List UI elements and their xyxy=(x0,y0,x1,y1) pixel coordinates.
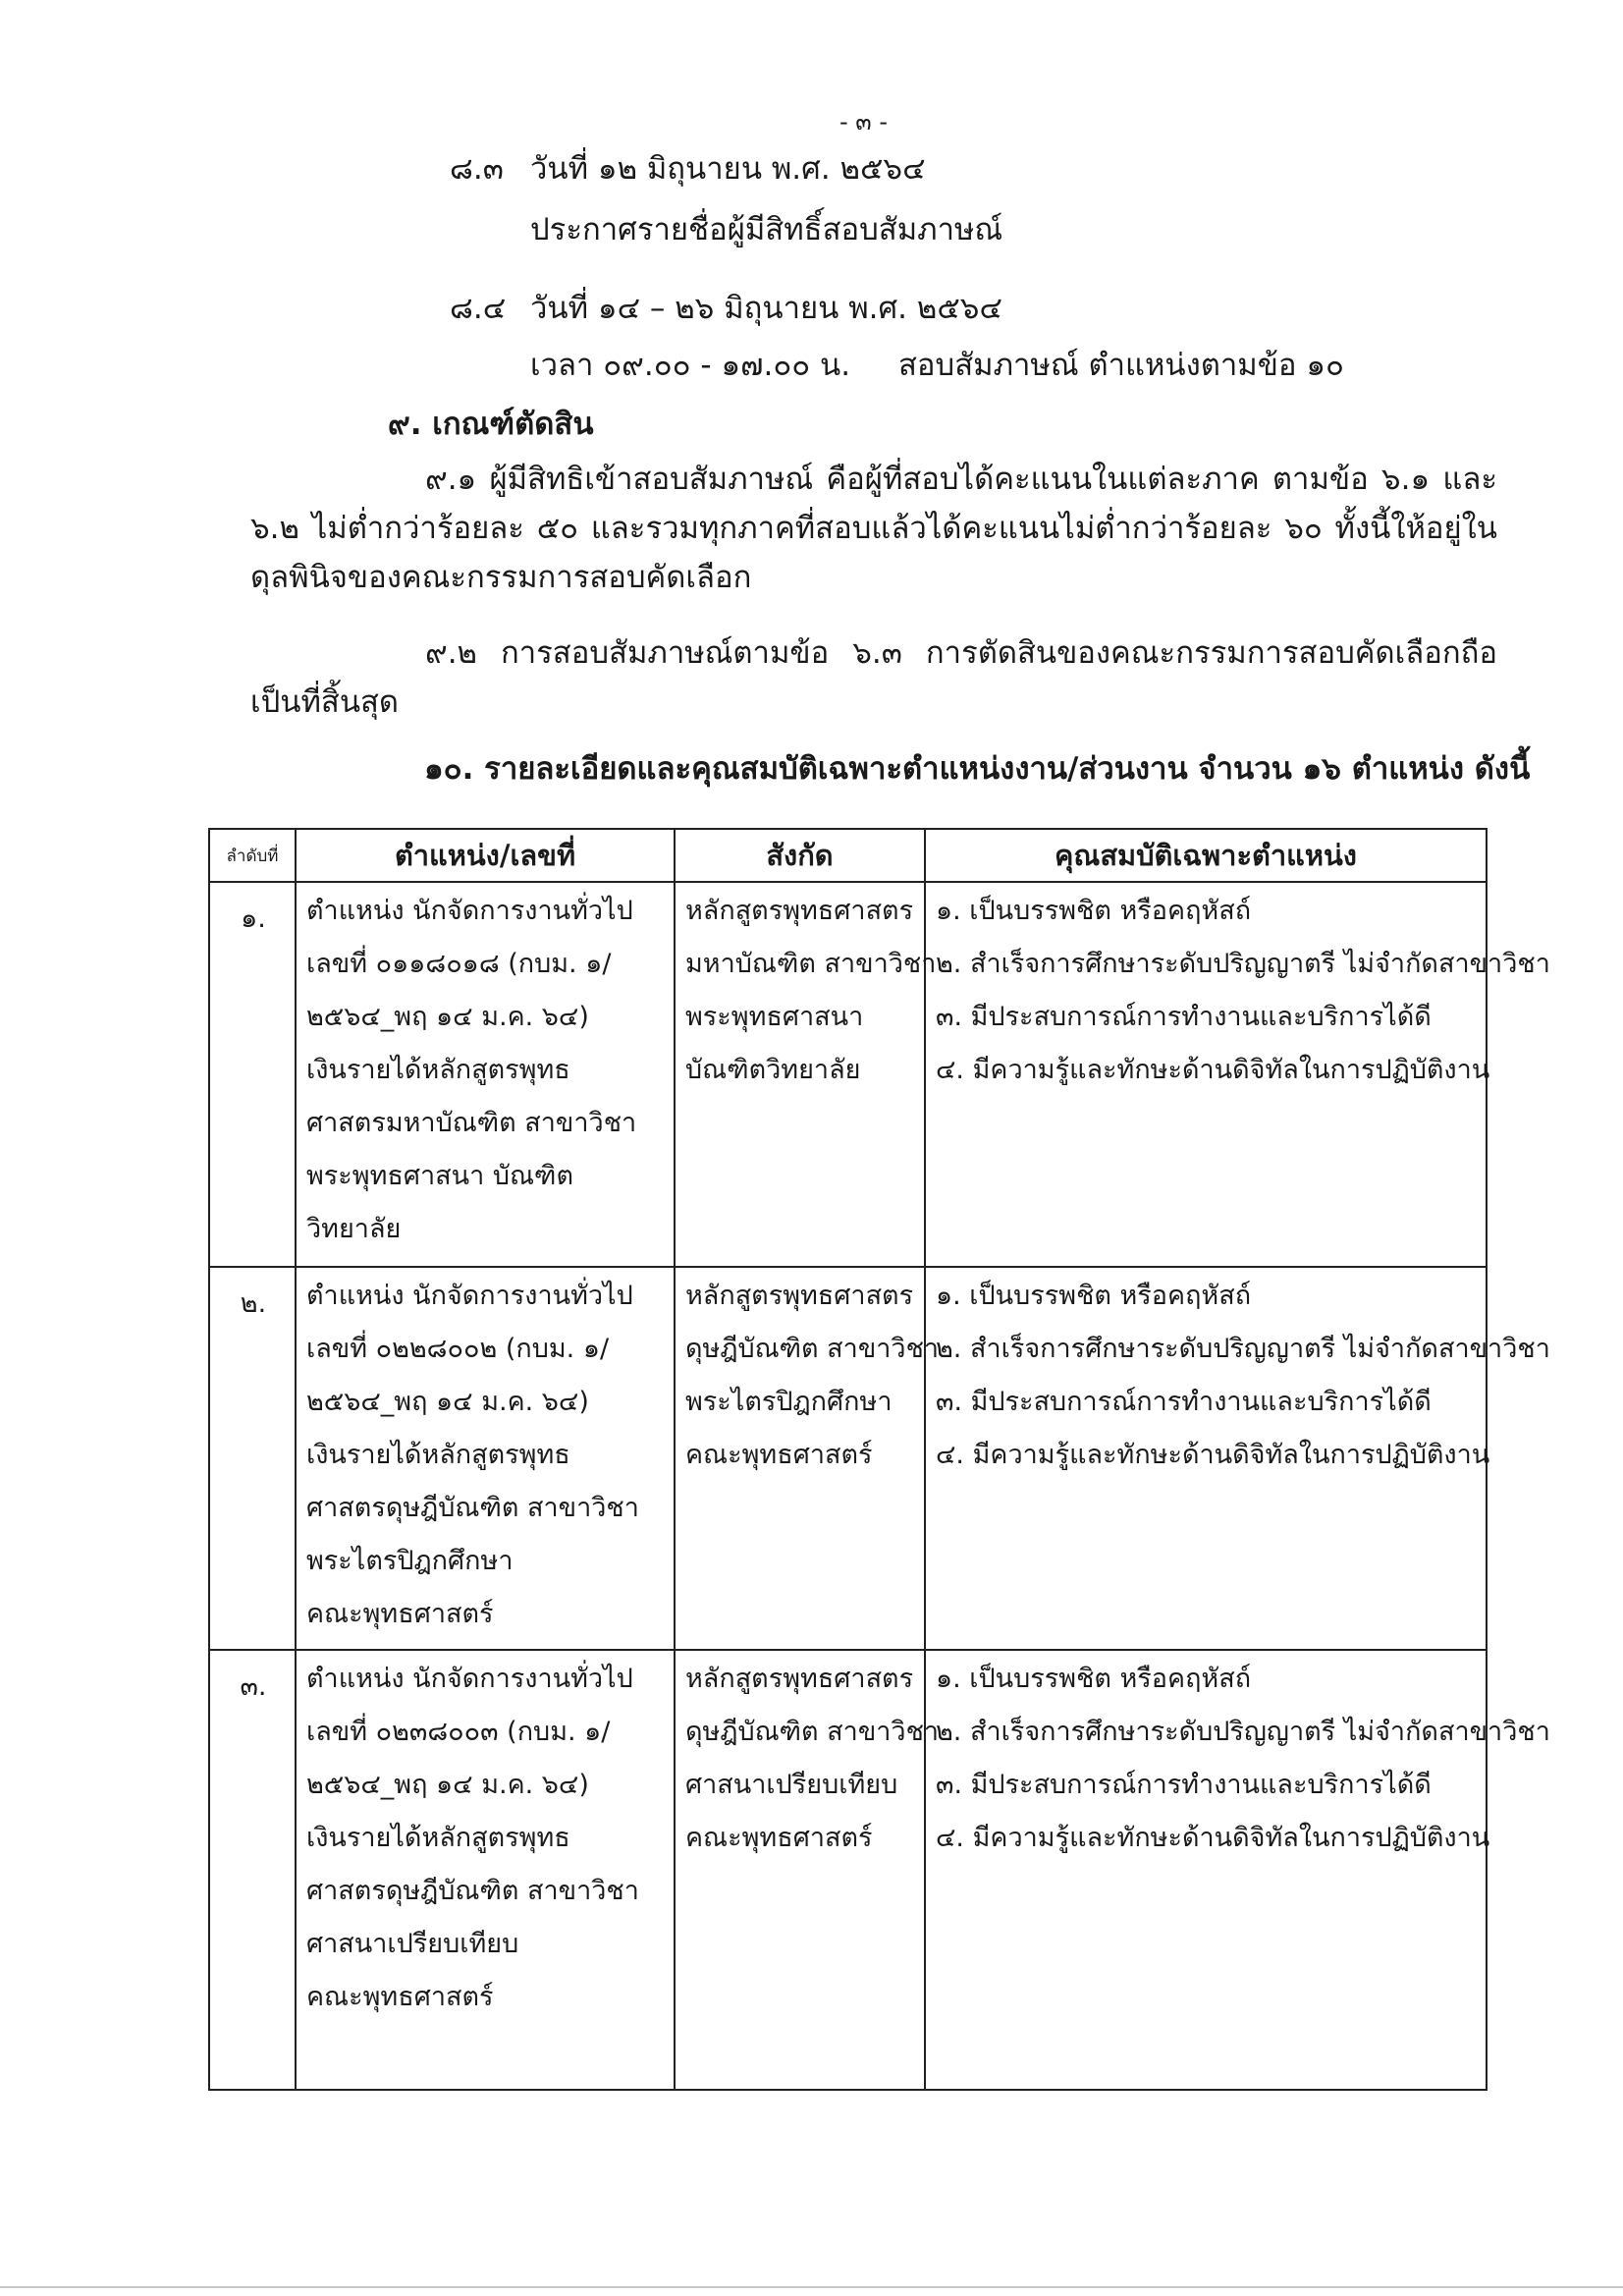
unit-cell xyxy=(675,1650,940,2090)
table-row xyxy=(209,1650,1487,2090)
section-9-heading: ๙. เกณฑ์ตัดสิน xyxy=(388,407,594,442)
qualifications-cell xyxy=(925,1650,1550,2090)
position-line: คณะพุทธศาสตร์ xyxy=(306,1982,494,2012)
unit-line: ดุษฎีบัณฑิต สาขาวิชา xyxy=(685,1717,940,1747)
unit-line: หลักสูตรพุทธศาสตร xyxy=(685,1281,914,1311)
header-unit: สังกัด xyxy=(675,829,925,882)
page-edge-divider xyxy=(0,2286,1623,2288)
section-9-paragraph-2: ๙.๒ การสอบสัมภาษณ์ตามข้อ ๖.๓ การตัดสินของคณะกรรมการสอบคัดเลือกถือเป็นที่สิ้นสุด xyxy=(250,635,1497,720)
position-line: ศาสตรมหาบัณฑิต สาขาวิชา xyxy=(306,1108,637,1138)
schedule-item-activity: ประกาศรายชื่อผู้มีสิทธิ์สอบสัมภาษณ์ xyxy=(530,212,1003,247)
unit-line: บัณฑิตวิทยาลัย xyxy=(685,1055,861,1085)
position-cell xyxy=(296,882,675,1267)
position-line: ๒๕๖๔_พฤ ๑๔ ม.ค. ๖๔) xyxy=(306,1387,589,1417)
row-number: ๑. xyxy=(209,882,296,1267)
position-line: ตำแหน่ง นักจัดการงานทั่วไป xyxy=(306,1664,633,1694)
unit-line: ดุษฎีบัณฑิต สาขาวิชา xyxy=(685,1334,940,1364)
row-number: ๓. xyxy=(209,1650,296,2090)
schedule-item-date: วันที่ ๑๔ – ๒๖ มิถุนายน พ.ศ. ๒๕๖๔ xyxy=(530,291,1002,326)
row-number: ๒. xyxy=(209,1267,296,1650)
position-line: วิทยาลัย xyxy=(306,1214,402,1244)
qualification-line: ๑. เป็นบรรพชิต หรือคฤหัสถ์ xyxy=(936,1281,1252,1311)
unit-line: คณะพุทธศาสตร์ xyxy=(685,1823,873,1853)
schedule-item-activity: สอบสัมภาษณ์ ตำแหน่งตามข้อ ๑๐ xyxy=(898,348,1344,383)
position-line: พระไตรปิฎกศึกษา xyxy=(306,1546,514,1576)
unit-line: พระพุทธศาสนา xyxy=(685,1002,864,1032)
position-line: ๒๕๖๔_พฤ ๑๔ ม.ค. ๖๔) xyxy=(306,1002,589,1032)
header-order: ลำดับที่ xyxy=(209,829,296,882)
qualification-line: ๑. เป็นบรรพชิต หรือคฤหัสถ์ xyxy=(936,1664,1252,1694)
table-row xyxy=(209,882,1487,1267)
unit-line: ศาสนาเปรียบเทียบ xyxy=(685,1770,898,1800)
qualifications-cell xyxy=(925,882,1550,1267)
position-line: ตำแหน่ง นักจัดการงานทั่วไป xyxy=(306,896,633,926)
unit-line: หลักสูตรพุทธศาสตร xyxy=(685,1664,914,1694)
header-position: ตำแหน่ง/เลขที่ xyxy=(296,829,675,882)
qualification-line: ๒. สำเร็จการศึกษาระดับปริญญาตรี ไม่จำกัดสาขาวิชา xyxy=(936,1334,1550,1364)
unit-line: คณะพุทธศาสตร์ xyxy=(685,1440,873,1470)
schedule-item-time: เวลา ๐๙.๐๐ - ๑๗.๐๐ น. xyxy=(530,348,851,383)
qualification-line: ๒. สำเร็จการศึกษาระดับปริญญาตรี ไม่จำกัดสาขาวิชา xyxy=(936,1717,1550,1747)
position-line: พระพุทธศาสนา บัณฑิต xyxy=(306,1161,573,1191)
position-line: คณะพุทธศาสตร์ xyxy=(306,1599,494,1629)
section-10-heading: ๑๐. รายละเอียดและคุณสมบัติเฉพาะตำแหน่งงาน/ส่วนงาน จำนวน ๑๖ ตำแหน่ง ดังนี้ xyxy=(424,751,1531,787)
qualifications-cell xyxy=(925,1267,1550,1650)
position-cell xyxy=(296,1650,675,2090)
section-9-paragraph-1: ๙.๑ ผู้มีสิทธิเข้าสอบสัมภาษณ์ คือผู้ที่สอบได้คะแนนในแต่ละภาค ตามข้อ ๖.๑ และ ๖.๒ ไม่ต่ำกว่าร้อยละ ๕๐ และรวมทุกภาคที่สอบแล้วได้คะแนนไม่ต่ำกว่าร้อยละ ๖๐ ทั้งนี้ให้อยู่ในดุลพินิจของคณะกรรมการสอบคัดเลือก xyxy=(250,462,1497,595)
unit-line: พระไตรปิฎกศึกษา xyxy=(685,1387,893,1417)
schedule-item-date: วันที่ ๑๒ มิถุนายน พ.ศ. ๒๕๖๔ xyxy=(530,151,926,187)
unit-line: หลักสูตรพุทธศาสตร xyxy=(685,896,914,926)
qualifications-table xyxy=(208,828,1550,2091)
qualification-line: ๔. มีความรู้และทักษะด้านดิจิทัลในการปฏิบัติงาน xyxy=(936,1440,1490,1470)
position-line: เงินรายได้หลักสูตรพุทธ xyxy=(306,1055,570,1085)
unit-cell xyxy=(675,882,937,1267)
schedule-item-number: ๘.๓ xyxy=(450,151,504,187)
position-line: ๒๕๖๔_พฤ ๑๔ ม.ค. ๖๔) xyxy=(306,1770,589,1800)
table-header-row xyxy=(209,829,1487,882)
position-line: เลขที่ ๐๑๑๘๐๑๘ (กบม. ๑/ xyxy=(306,949,612,979)
position-line: ศาสนาเปรียบเทียบ xyxy=(306,1929,519,1959)
position-line: เงินรายได้หลักสูตรพุทธ xyxy=(306,1440,570,1470)
position-line: ศาสตรดุษฎีบัณฑิต สาขาวิชา xyxy=(306,1493,639,1523)
position-line: เลขที่ ๐๒๓๘๐๐๓ (กบม. ๑/ xyxy=(306,1717,611,1747)
header-qualifications: คุณสมบัติเฉพาะตำแหน่ง xyxy=(925,829,1487,882)
qualification-line: ๒. สำเร็จการศึกษาระดับปริญญาตรี ไม่จำกัดสาขาวิชา xyxy=(936,949,1550,979)
qualification-line: ๓. มีประสบการณ์การทำงานและบริการได้ดี xyxy=(936,1002,1432,1032)
qualification-line: ๔. มีความรู้และทักษะด้านดิจิทัลในการปฏิบัติงาน xyxy=(936,1823,1490,1853)
qualification-line: ๔. มีความรู้และทักษะด้านดิจิทัลในการปฏิบัติงาน xyxy=(936,1055,1490,1085)
schedule-item-number: ๘.๔ xyxy=(450,291,507,326)
unit-cell xyxy=(675,1267,940,1650)
position-cell xyxy=(296,1267,675,1650)
position-line: เงินรายได้หลักสูตรพุทธ xyxy=(306,1823,570,1853)
position-line: ตำแหน่ง นักจัดการงานทั่วไป xyxy=(306,1281,633,1311)
page-number: - ๓ - xyxy=(839,108,888,136)
position-line: ศาสตรดุษฎีบัณฑิต สาขาวิชา xyxy=(306,1876,639,1906)
qualification-line: ๓. มีประสบการณ์การทำงานและบริการได้ดี xyxy=(936,1387,1432,1417)
qualification-line: ๓. มีประสบการณ์การทำงานและบริการได้ดี xyxy=(936,1770,1432,1800)
table-row xyxy=(209,1267,1487,1650)
position-line: เลขที่ ๐๒๒๘๐๐๒ (กบม. ๑/ xyxy=(306,1334,610,1364)
unit-line: มหาบัณฑิต สาขาวิชา xyxy=(685,949,937,979)
qualification-line: ๑. เป็นบรรพชิต หรือคฤหัสถ์ xyxy=(936,896,1252,926)
